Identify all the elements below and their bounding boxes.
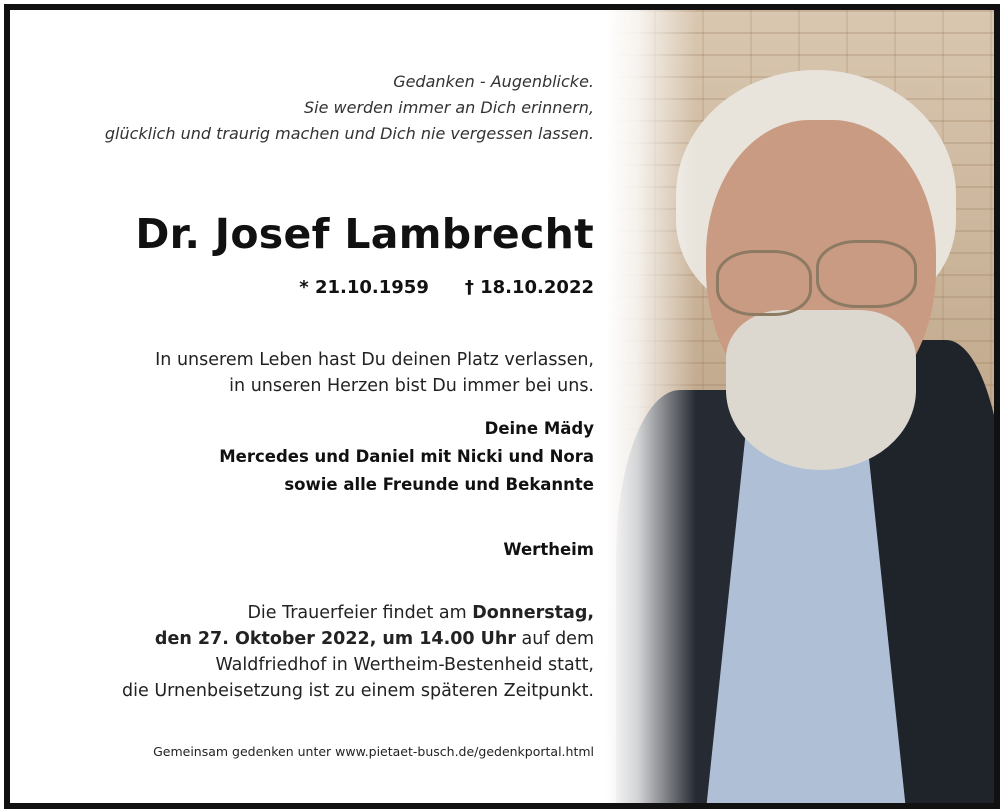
verse-line-1: In unserem Leben hast Du deinen Platz verlassen, [155, 350, 594, 370]
funeral-date-time: den 27. Oktober 2022, um 14.00 Uhr [154, 629, 516, 649]
funeral-line-4: die Urnenbeisetzung ist zu einem späteren Zeitpunkt. [122, 681, 594, 701]
deceased-name: Dr. Josef Lambrecht [135, 210, 594, 258]
obituary-card [4, 4, 1000, 809]
death-date: † 18.10.2022 [464, 277, 594, 298]
mourner-line-3: sowie alle Freunde und Bekannte [284, 475, 594, 494]
life-dates [299, 277, 594, 298]
glasses-left-lens [716, 250, 812, 316]
mourner-line-2: Mercedes und Daniel mit Nicki und Nora [219, 447, 594, 466]
beard [726, 310, 916, 470]
photo-fade [606, 10, 696, 803]
quote-line-3: glücklich und traurig machen und Dich nie vergessen lassen. [104, 124, 594, 143]
funeral-line-2-text: auf dem [515, 629, 594, 649]
funeral-line-1-text: Die Trauerfeier findet am [247, 603, 473, 623]
place: Wertheim [503, 540, 594, 559]
funeral-line-2 [155, 627, 594, 651]
funeral-line-3: Waldfriedhof in Wertheim-Bestenheid statt, [215, 655, 594, 675]
footer-link-text: Gemeinsam gedenken unter www.pietaet-busch.de/gedenkportal.html [153, 744, 594, 759]
glasses-right-lens [816, 240, 917, 308]
portrait-photo [606, 10, 994, 803]
verse-line-2: in unseren Herzen bist Du immer bei uns. [229, 376, 594, 396]
funeral-line-1 [247, 601, 594, 625]
quote-line-1: Gedanken - Augenblicke. [393, 72, 594, 91]
funeral-weekday: Donnerstag, [472, 603, 594, 623]
mourner-line-1: Deine Mädy [484, 419, 594, 438]
quote-line-2: Sie werden immer an Dich erinnern, [303, 98, 594, 117]
birth-date: * 21.10.1959 [299, 277, 429, 298]
